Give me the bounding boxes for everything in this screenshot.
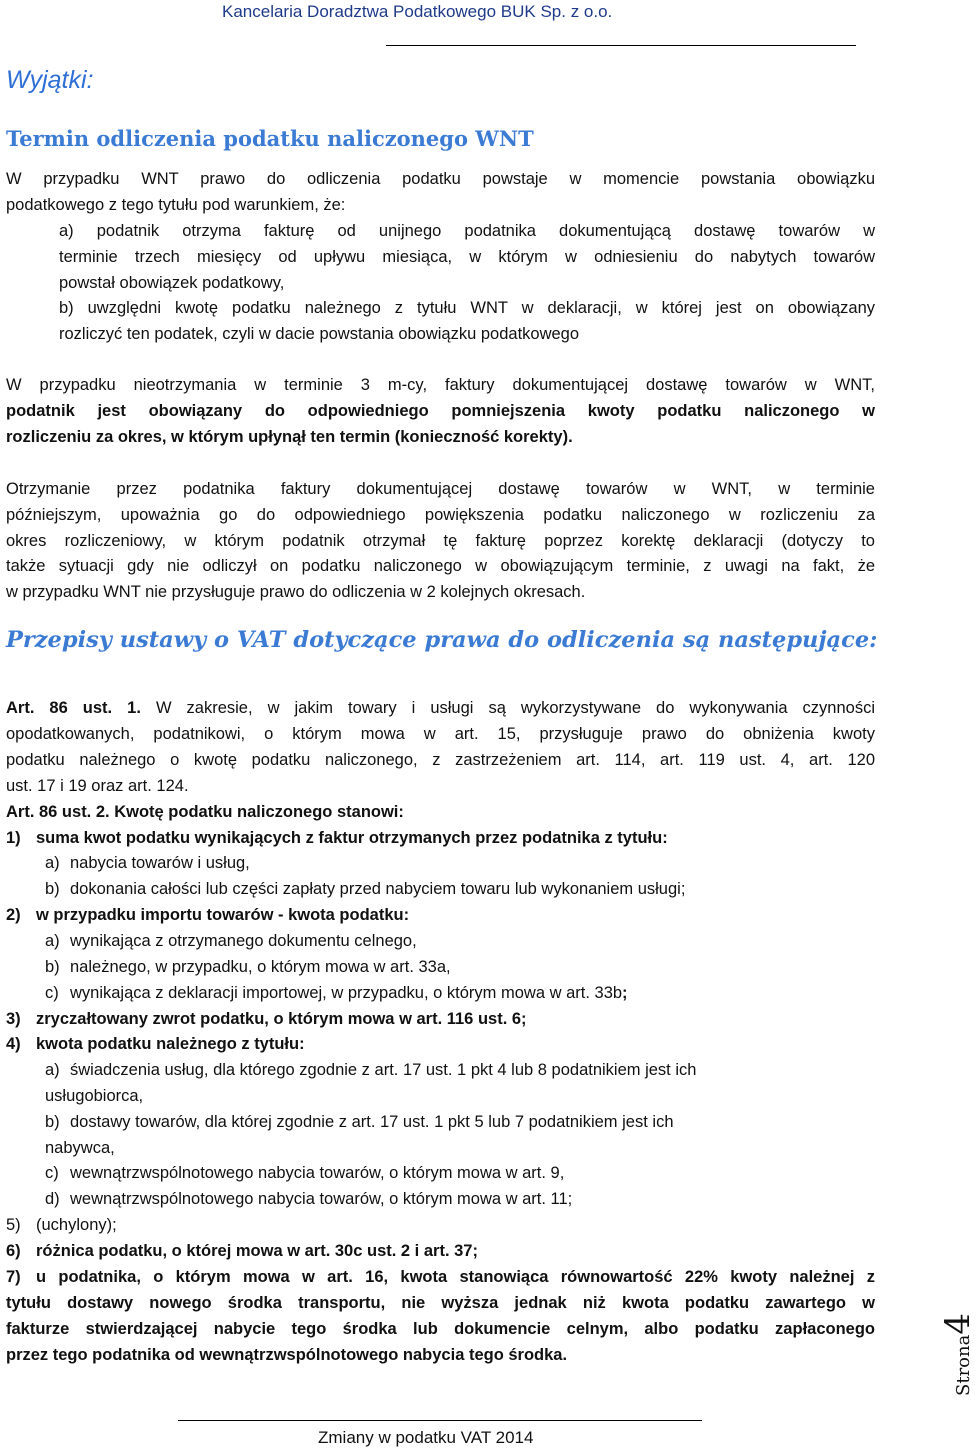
art86-1-line: opodatkowanych, podatnikowi, o którym mowa w art. 15, przysługuje prawo do obniżenia kwoty bbox=[6, 725, 875, 743]
heading-exceptions: Wyjątki: bbox=[6, 66, 94, 94]
para2-line: rozliczeniu za okres, w którym upłynął ten termin (konieczność korekty). bbox=[6, 428, 573, 446]
list-subitem: a) nabycia towarów i usług, bbox=[45, 854, 250, 872]
list-subitem-cont: nabywca, bbox=[45, 1139, 115, 1157]
art86-1-line bbox=[6, 697, 875, 719]
list-item-cont: fakturze stwierdzającej nabycie tego środka lub dokumencie celnym, albo podatku zapłaconego bbox=[6, 1320, 875, 1338]
list-item: 7) u podatnika, o którym mowa w art. 16, kwota stanowiąca równowartość 22% kwoty należnej z bbox=[6, 1268, 875, 1286]
para1-line: W przypadku WNT prawo do odliczenia podatku powstaje w momencie powstania obowiązku bbox=[6, 170, 875, 188]
header-rule bbox=[386, 45, 856, 46]
para3-line: późniejszym, upoważnia go do odpowiedniego powiększenia podatku naliczonego w rozliczeniu za bbox=[6, 506, 875, 524]
list-subitem: b) dokonania całości lub części zapłaty przed nabyciem towaru lub wykonaniem usługi; bbox=[45, 880, 686, 898]
list-item: 4) kwota podatku należnego z tytułu: bbox=[6, 1035, 305, 1053]
list-item: 5) (uchylony); bbox=[6, 1216, 117, 1234]
art86-2-line bbox=[6, 801, 875, 823]
page-label: Strona bbox=[953, 1334, 974, 1396]
list-item: 3) zryczałtowany zwrot podatku, o którym mowa w art. 116 ust. 6; bbox=[6, 1010, 527, 1028]
page-number-value: 4 bbox=[938, 1313, 978, 1335]
list-item: 1) suma kwot podatku wynikających z faktur otrzymanych przez podatnika z tytułu: bbox=[6, 829, 668, 847]
list-subitem-cont: usługobiorca, bbox=[45, 1087, 144, 1105]
art86-2-text: Kwotę podatku naliczonego stanowi: bbox=[109, 803, 404, 821]
list-subitem: c) wynikająca z deklaracji importowej, w przypadku, o którym mowa w art. 33b; bbox=[45, 984, 628, 1002]
para1-line: podatkowego z tego tytułu pod warunkiem, że: bbox=[6, 196, 346, 214]
list-item-cont: przez tego podatnika od wewnątrzwspólnotowego nabycia tego środka. bbox=[6, 1346, 568, 1364]
art86-1-line: podatku należnego o kwotę podatku naliczonego, z zastrzeżeniem art. 114, art. 119 ust. 4, art. 120 bbox=[6, 751, 875, 769]
heading-law-provisions: Przepisy ustawy o VAT dotyczące prawa do odliczenia są następujące: bbox=[6, 627, 878, 653]
condition-a-line: powstał obowiązek podatkowy, bbox=[59, 274, 285, 292]
para2-line: W przypadku nieotrzymania w terminie 3 m-cy, faktury dokumentującej dostawę towarów w WNT, bbox=[6, 376, 875, 394]
footer-rule bbox=[178, 1420, 702, 1421]
condition-a-line: terminie trzech miesięcy od upływu miesiąca, w którym w odniesieniu do nabytych towarów bbox=[59, 248, 875, 266]
para3-line: Otrzymanie przez podatnika faktury dokumentującej dostawę towarów w WNT, w terminie bbox=[6, 480, 875, 498]
para3-line: okres rozliczeniowy, w którym podatnik otrzymał tę fakturę poprzez korektę deklaracji (dotyczy to bbox=[6, 532, 875, 550]
page-number bbox=[938, 1313, 978, 1396]
header-title: Kancelaria Doradztwa Podatkowego BUK Sp. z o.o. bbox=[222, 2, 613, 21]
para3-line: także sytuacji gdy nie odliczył on podatku naliczonego w obowiązującym terminie, z uwagi na fakt, że bbox=[6, 557, 875, 575]
list-subitem: b) dostawy towarów, dla której zgodnie z art. 17 ust. 1 pkt 5 lub 7 podatnikiem jest ich bbox=[45, 1113, 674, 1131]
condition-b-line: rozliczyć ten podatek, czyli w dacie powstania obowiązku podatkowego bbox=[59, 325, 580, 343]
list-subitem: a) wynikająca z otrzymanego dokumentu celnego, bbox=[45, 932, 417, 950]
list-subitem: c) wewnątrzwspólnotowego nabycia towarów, o którym mowa w art. 9, bbox=[45, 1164, 565, 1182]
condition-b-line: b) uwzględni kwotę podatku należnego z tytułu WNT w deklaracji, w której jest on obowiązany bbox=[59, 299, 875, 317]
footer-title: Zmiany w podatku VAT 2014 bbox=[318, 1428, 534, 1447]
list-item-cont: tytułu dostawy nowego środka transportu, nie wyższa jednak niż kwota podatku zawartego w bbox=[6, 1294, 875, 1312]
condition-a-line: a) podatnik otrzyma fakturę od unijnego podatnika dokumentującą dostawę towarów w bbox=[59, 222, 875, 240]
para3-line: w przypadku WNT nie przysługuje prawo do odliczenia w 2 kolejnych okresach. bbox=[6, 583, 586, 601]
art86-1-text: W zakresie, w jakim towary i usługi są wykorzystywane do wykonywania czynności bbox=[140, 699, 875, 717]
list-subitem: d) wewnątrzwspólnotowego nabycia towarów, o którym mowa w art. 11; bbox=[45, 1190, 573, 1208]
list-subitem: a) świadczenia usług, dla którego zgodnie z art. 17 ust. 1 pkt 4 lub 8 podatnikiem jest ich bbox=[45, 1061, 697, 1079]
art86-1-line: ust. 17 i 19 oraz art. 124. bbox=[6, 777, 189, 795]
list-item: 2) w przypadku importu towarów - kwota podatku: bbox=[6, 906, 410, 924]
art86-2-label: Art. 86 ust. 2. bbox=[6, 803, 110, 821]
art86-1-label: Art. 86 ust. 1. bbox=[6, 699, 141, 717]
heading-wnt-deduction: Termin odliczenia podatku naliczonego WNT bbox=[6, 126, 534, 151]
para2-line: podatnik jest obowiązany do odpowiedniego pomniejszenia kwoty podatku naliczonego w bbox=[6, 402, 875, 420]
list-subitem: b) należnego, w przypadku, o którym mowa w art. 33a, bbox=[45, 958, 451, 976]
list-item: 6) różnica podatku, o której mowa w art. 30c ust. 2 i art. 37; bbox=[6, 1242, 478, 1260]
